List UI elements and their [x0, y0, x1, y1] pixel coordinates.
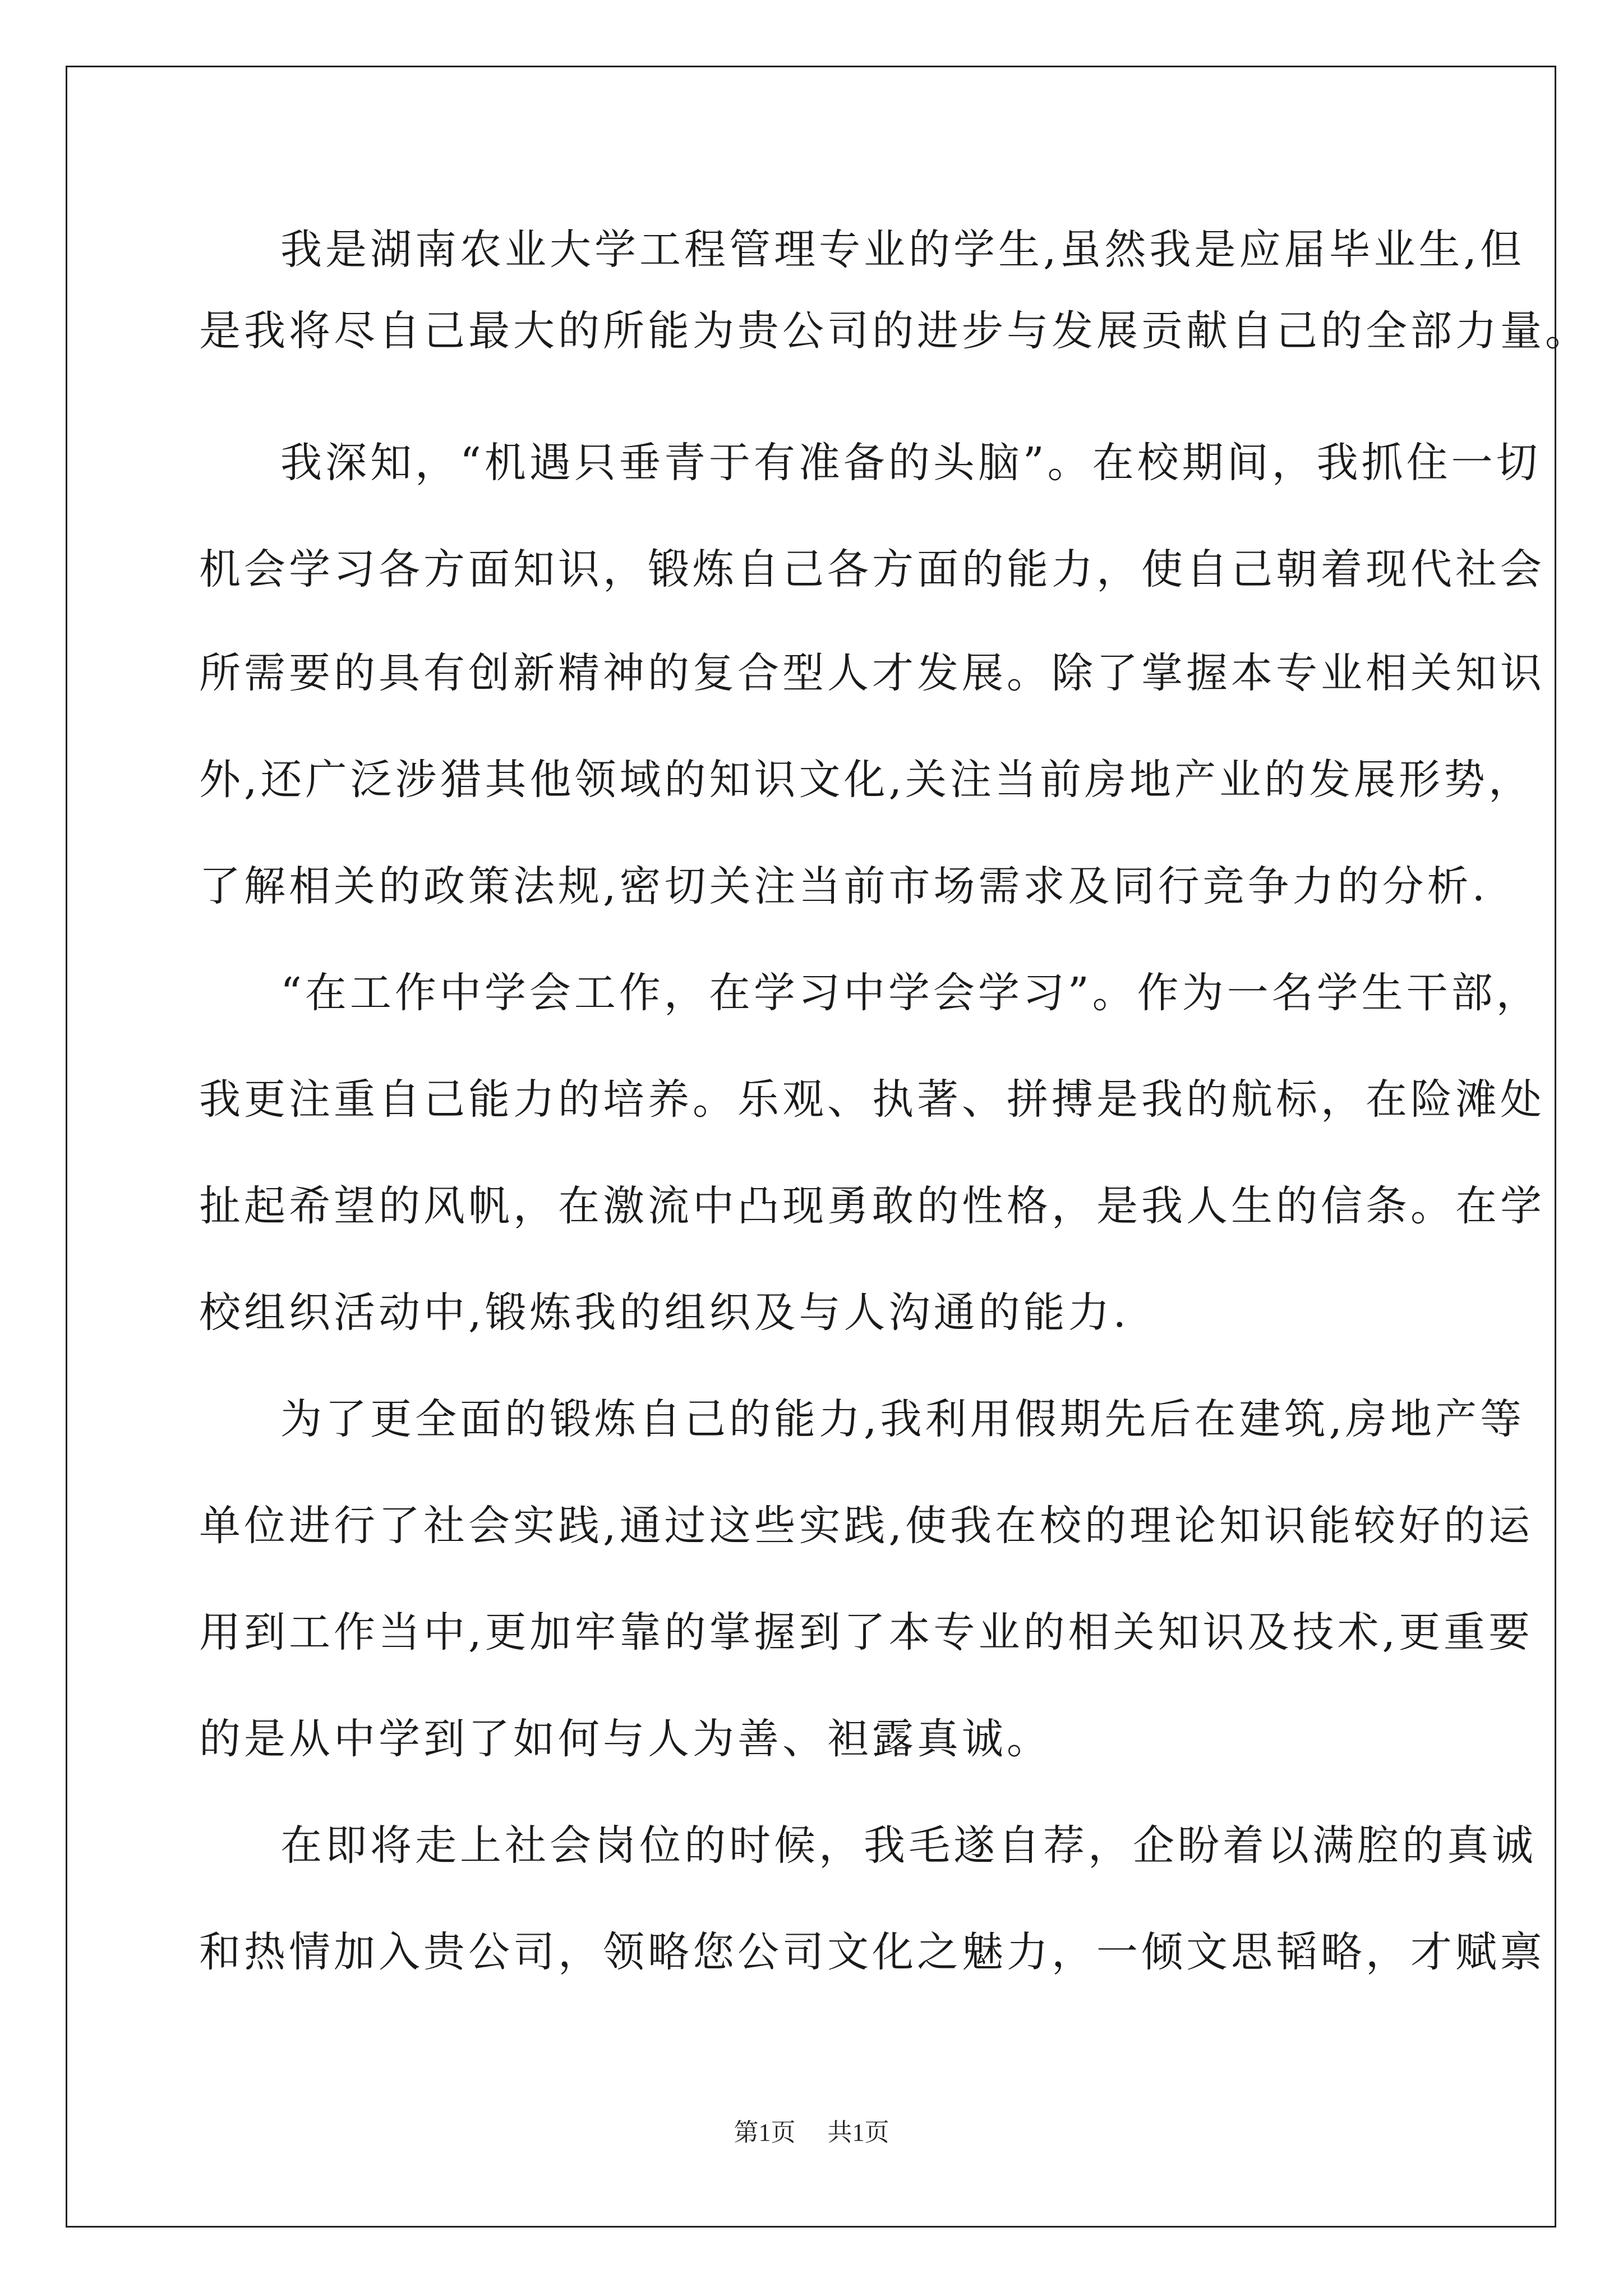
text-line: 了解相关的政策法规,密切关注当前市场需求及同行竞争力的分析. — [199, 862, 1489, 910]
text-line: “在工作中学会工作，在学习中学会学习”。作为一名学生干部， — [280, 969, 1541, 1017]
page-footer — [0, 2116, 1623, 2150]
text-line: 用到工作当中,更加牢靠的掌握到了本专业的相关知识及技术,更重要 — [199, 1608, 1534, 1657]
page-number: 第1页 — [734, 2119, 796, 2146]
text-line: 我是湖南农业大学工程管理专业的学生,虽然我是应届毕业生,但 — [280, 226, 1525, 274]
text-line: 为了更全面的锻炼自己的能力,我利用假期先后在建筑,房地产等 — [280, 1395, 1525, 1443]
text-line: 在即将走上社会岗位的时候，我毛遂自荐，企盼着以满腔的真诚 — [280, 1821, 1537, 1870]
text-line: 和热情加入贵公司，领略您公司文化之魅力，一倾文思韬略，才赋禀 — [199, 1928, 1545, 1976]
text-line: 的是从中学到了如何与人为善、袒露真诚。 — [199, 1715, 1052, 1763]
text-line: 所需要的具有创新精神的复合型人才发展。除了掌握本专业相关知识 — [199, 649, 1545, 697]
text-line: 单位进行了社会实践,通过这些实践,使我在校的理论知识能较好的运 — [199, 1502, 1534, 1550]
text-line: 是我将尽自己最大的所能为贵公司的进步与发展贡献自己的全部力量。 — [199, 307, 1590, 355]
page-border — [66, 66, 1556, 2228]
text-line: 外,还广泛涉猎其他领域的知识文化,关注当前房地产业的发展形势， — [199, 756, 1534, 804]
text-line: 校组织活动中,锻炼我的组织及与人沟通的能力. — [199, 1289, 1130, 1337]
text-line: 我深知，“机遇只垂青于有准备的头脑”。在校期间，我抓住一切 — [280, 439, 1541, 487]
text-line: 机会学习各方面知识，锻炼自己各方面的能力，使自己朝着现代社会 — [199, 545, 1545, 593]
page-total: 共1页 — [827, 2119, 889, 2146]
text-line: 扯起希望的风帆，在激流中凸现勇敢的性格，是我人生的信条。在学 — [199, 1182, 1545, 1230]
text-line: 我更注重自己能力的培养。乐观、执著、拼搏是我的航标，在险滩处 — [199, 1075, 1545, 1124]
